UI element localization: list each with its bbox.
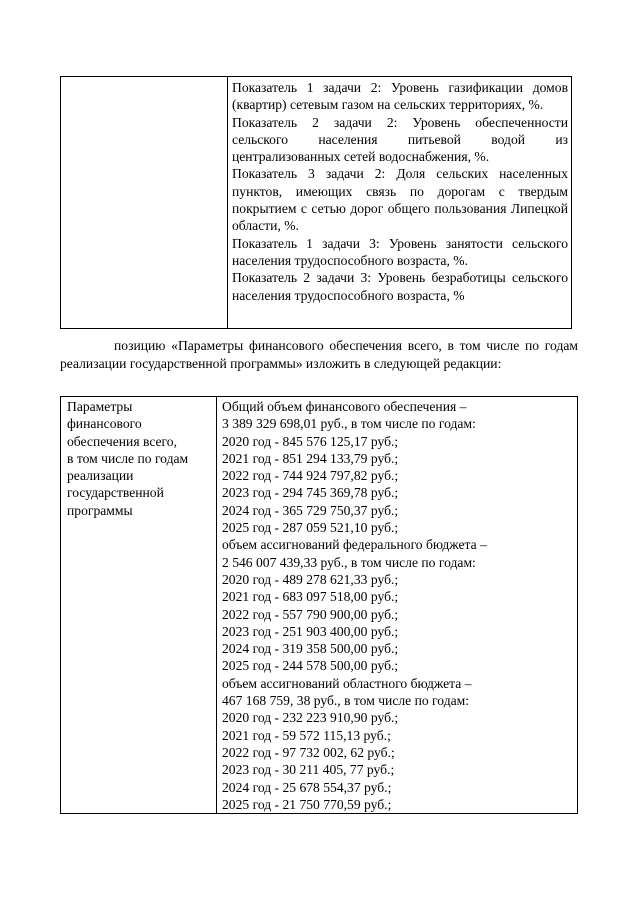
financing-line: 2020 год - 232 223 910,90 руб.; — [222, 710, 399, 726]
label-line: реализации — [67, 468, 134, 484]
intro-text: позицию «Параметры финансового обеспечения всего, в том числе по годам реализации государственной программы» изложить в следующей редакции: — [60, 338, 578, 371]
financing-table — [60, 396, 578, 814]
label-line: обеспечения всего, — [67, 433, 177, 449]
label-line: государственной — [67, 485, 164, 501]
indicator-paragraph: Показатель 1 задачи 2: Уровень газификации домов (квартир) сетевым газом на сельских территориях, %. — [232, 80, 568, 113]
label-line: Параметры — [67, 399, 133, 414]
label-line: программы — [67, 502, 133, 518]
financing-line: 3 389 329 698,01 руб., в том числе по годам: — [222, 416, 476, 432]
financing-line: объем ассигнований областного бюджета – — [222, 675, 472, 691]
financing-line: 467 168 759, 38 руб., в том числе по годам: — [222, 693, 470, 709]
financing-values-cell — [217, 397, 578, 814]
intro-paragraph — [60, 337, 578, 372]
indicators-right-cell — [228, 77, 572, 329]
financing-line: 2025 год - 21 750 770,59 руб.; — [222, 796, 392, 812]
financing-line: Общий объем финансового обеспечения – — [222, 399, 467, 414]
financing-line: 2022 год - 557 790 900,00 руб.; — [222, 606, 399, 622]
financing-line: 2025 год - 287 059 521,10 руб.; — [222, 520, 399, 536]
financing-line: 2023 год - 294 745 369,78 руб.; — [222, 485, 399, 501]
indicator-paragraph: Показатель 3 задачи 2: Доля сельских населенных пунктов, имеющих связь по дорогам с твердым покрытием с сетью дорог общего пользования Липецкой области, %. — [232, 166, 568, 234]
indicator-paragraph: Показатель 2 задачи 3: Уровень безработицы сельского населения трудоспособного возраста, % — [232, 270, 568, 303]
financing-line: 2020 год - 845 576 125,17 руб.; — [222, 433, 399, 449]
financing-line: 2024 год - 365 729 750,37 руб.; — [222, 502, 399, 518]
financing-line: 2 546 007 439,33 руб., в том числе по годам: — [222, 554, 476, 570]
financing-line: 2022 год - 97 732 002, 62 руб.; — [222, 744, 395, 760]
indicator-paragraph: Показатель 1 задачи 3: Уровень занятости сельского населения трудоспособного возраста, %. — [232, 235, 568, 268]
financing-line: 2023 год - 251 903 400,00 руб.; — [222, 623, 399, 639]
indicator-paragraph: Показатель 2 задачи 2: Уровень обеспеченности сельского населения питьевой водой из централизованных сетей водоснабжения, %. — [232, 114, 568, 165]
indicators-table — [60, 76, 572, 329]
label-line: финансового — [67, 416, 142, 432]
indicators-left-cell — [61, 77, 228, 329]
financing-line: 2023 год - 30 211 405, 77 руб.; — [222, 762, 395, 778]
financing-line: 2021 год - 59 572 115,13 руб.; — [222, 727, 391, 743]
label-line: в том числе по годам — [67, 450, 189, 466]
financing-line: 2021 год - 683 097 518,00 руб.; — [222, 589, 399, 605]
financing-line: объем ассигнований федерального бюджета – — [222, 537, 487, 553]
financing-line: 2025 год - 244 578 500,00 руб.; — [222, 658, 399, 674]
financing-line: 2024 год - 319 358 500,00 руб.; — [222, 641, 399, 657]
financing-line: 2022 год - 744 924 797,82 руб.; — [222, 468, 399, 484]
financing-line: 2021 год - 851 294 133,79 руб.; — [222, 450, 399, 466]
financing-label-cell — [61, 397, 217, 814]
financing-line: 2020 год - 489 278 621,33 руб.; — [222, 571, 399, 587]
financing-line: 2024 год - 25 678 554,37 руб.; — [222, 779, 392, 795]
